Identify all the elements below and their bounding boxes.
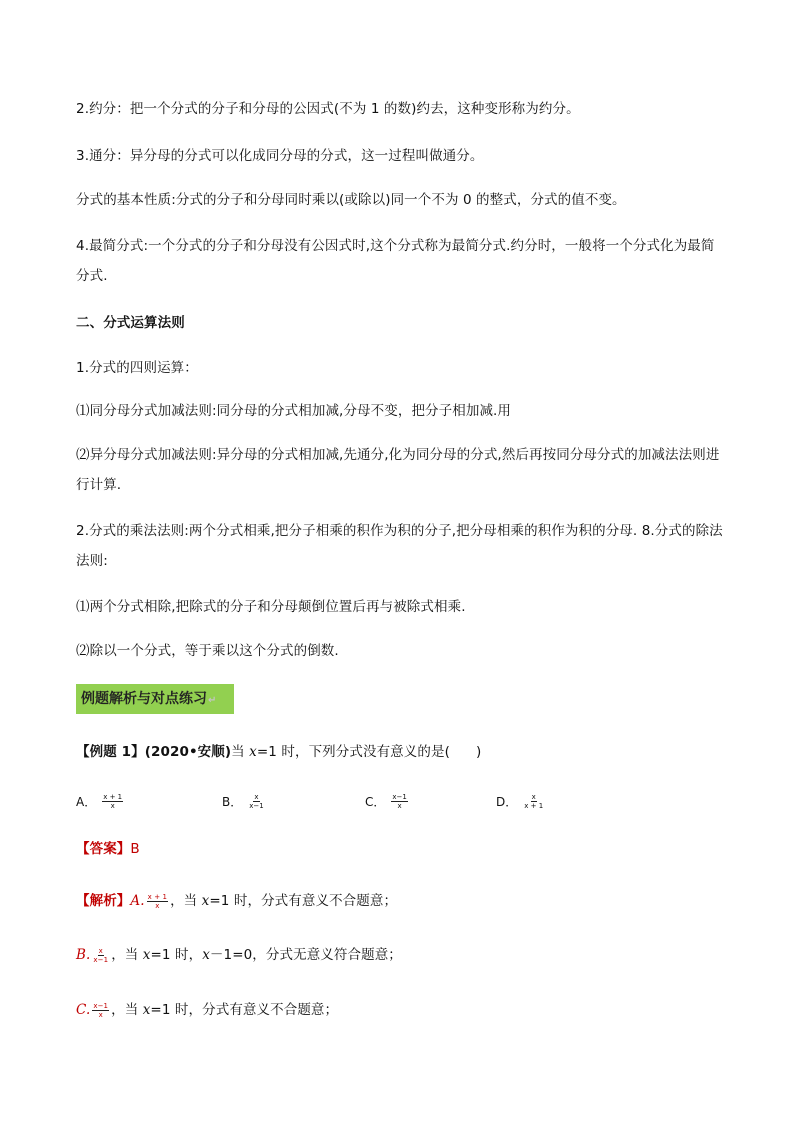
- paragraph-four-operations: 1.分式的四则运算：: [76, 360, 198, 376]
- option-a: [76, 786, 125, 816]
- section-tag: [76, 684, 234, 714]
- analysis-text: ，当: [111, 1002, 143, 1018]
- option-letter: C．: [365, 794, 386, 809]
- denominator: x: [98, 1010, 103, 1019]
- variable-x: x: [142, 1002, 151, 1018]
- section-tag-label: 例题解析与对点练习: [81, 691, 207, 707]
- numerator: x: [98, 946, 103, 955]
- paragraph-simplest-fraction: 4.最简分式:一个分式的分子和分母没有公因式时,这个分式称为最简分式.约分时，一般将一个分式化为最简分式.: [76, 238, 715, 284]
- analysis-label: 【解析】: [76, 893, 131, 909]
- variable-x: x: [202, 947, 210, 963]
- fraction: [523, 793, 544, 810]
- heading-operation-rules: 二、分式运算法则: [76, 315, 185, 331]
- example-source: (2020•安顺): [144, 744, 232, 760]
- numerator: x: [531, 792, 536, 801]
- numerator: x: [254, 792, 259, 801]
- variable-x: x: [249, 744, 257, 760]
- stem-text: =1 时，下列分式没有意义的是(: [256, 744, 450, 760]
- analysis-line-c: [76, 995, 726, 1025]
- analysis-text: ，当: [111, 947, 143, 963]
- paragraph-common-denominator: 3.通分：异分母的分式可以化成同分母的分式，这一过程叫做通分。: [76, 148, 484, 164]
- option-letter: A．: [76, 794, 97, 809]
- fraction: [102, 793, 123, 810]
- analysis-lead: A.: [130, 893, 145, 909]
- analysis-text: =1 时，: [150, 947, 203, 963]
- example-1-stem: [76, 737, 726, 767]
- numerator: x + 1: [147, 892, 168, 901]
- paragraph-same-denominator-rule: ⑴同分母分式加减法则:同分母的分式相加减,分母不变，把分子相加减.用: [76, 403, 512, 419]
- denominator: x: [155, 901, 160, 910]
- fraction: [248, 793, 264, 810]
- paragraph-different-denominator-rule: ⑵异分母分式加减法则:异分母的分式相加减,先通分,化为同分母的分式,然后再按同分母分式的加减法法则进行计算.: [76, 447, 720, 493]
- paragraph-multiplication-rule: 2.分式的乘法法则:两个分式相乘,把分子相乘的积作为积的分子,把分母相乘的积作为积的分母. 8.分式的除法法则:: [76, 523, 723, 569]
- option-b: [222, 786, 267, 816]
- paragraph-division-rule-2: ⑵除以一个分式，等于乘以这个分式的倒数.: [76, 643, 339, 659]
- option-letter: D．: [496, 794, 518, 809]
- denominator: x: [397, 801, 402, 810]
- return-mark-icon: ↵: [208, 695, 217, 706]
- answer-line: [76, 834, 726, 864]
- paragraph-reduction: 2.约分：把一个分式的分子和分母的公因式(不为 1 的数)约去，这种变形称为约分。: [76, 101, 580, 117]
- paragraph-division-rule-1: ⑴两个分式相除,把除式的分子和分母颠倒位置后再与被除式相乘.: [76, 599, 466, 615]
- fraction: [391, 793, 407, 810]
- analysis-lead: C.: [76, 1002, 91, 1018]
- option-letter: B．: [222, 794, 243, 809]
- analysis-text: －1=0，分式无意义符合题意；: [209, 947, 402, 963]
- option-c: [365, 786, 410, 816]
- denominator: x + 1: [524, 801, 544, 810]
- numerator: x−1: [392, 792, 407, 801]
- fraction: [92, 947, 109, 964]
- denominator: x−1: [93, 955, 109, 964]
- denominator: x: [110, 801, 115, 810]
- denominator: x−1: [249, 801, 264, 810]
- analysis-lead: B.: [76, 947, 91, 963]
- analysis-text: =1 时，分式有意义不合题意；: [150, 1002, 339, 1018]
- option-d: [496, 786, 546, 816]
- fraction: [147, 893, 168, 910]
- answer-label: 【答案】: [76, 841, 131, 857]
- numerator: x + 1: [103, 792, 123, 801]
- analysis-text: ，当: [170, 893, 202, 909]
- variable-x: x: [201, 893, 210, 909]
- answer-value: B: [130, 841, 140, 857]
- fraction: [92, 1002, 109, 1019]
- paragraph-basic-property: 分式的基本性质:分式的分子和分母同时乘以(或除以)同一个不为 0 的整式，分式的值不变。: [76, 192, 626, 208]
- variable-x: x: [142, 947, 151, 963]
- numerator: x−1: [93, 1001, 109, 1010]
- analysis-line-b: [76, 940, 726, 970]
- stem-text: ): [475, 744, 482, 760]
- stem-text: 当: [231, 744, 250, 760]
- example-label: 【例题 1】: [76, 744, 145, 760]
- analysis-line-a: [76, 886, 726, 916]
- analysis-text: =1 时，分式有意义不合题意；: [209, 893, 398, 909]
